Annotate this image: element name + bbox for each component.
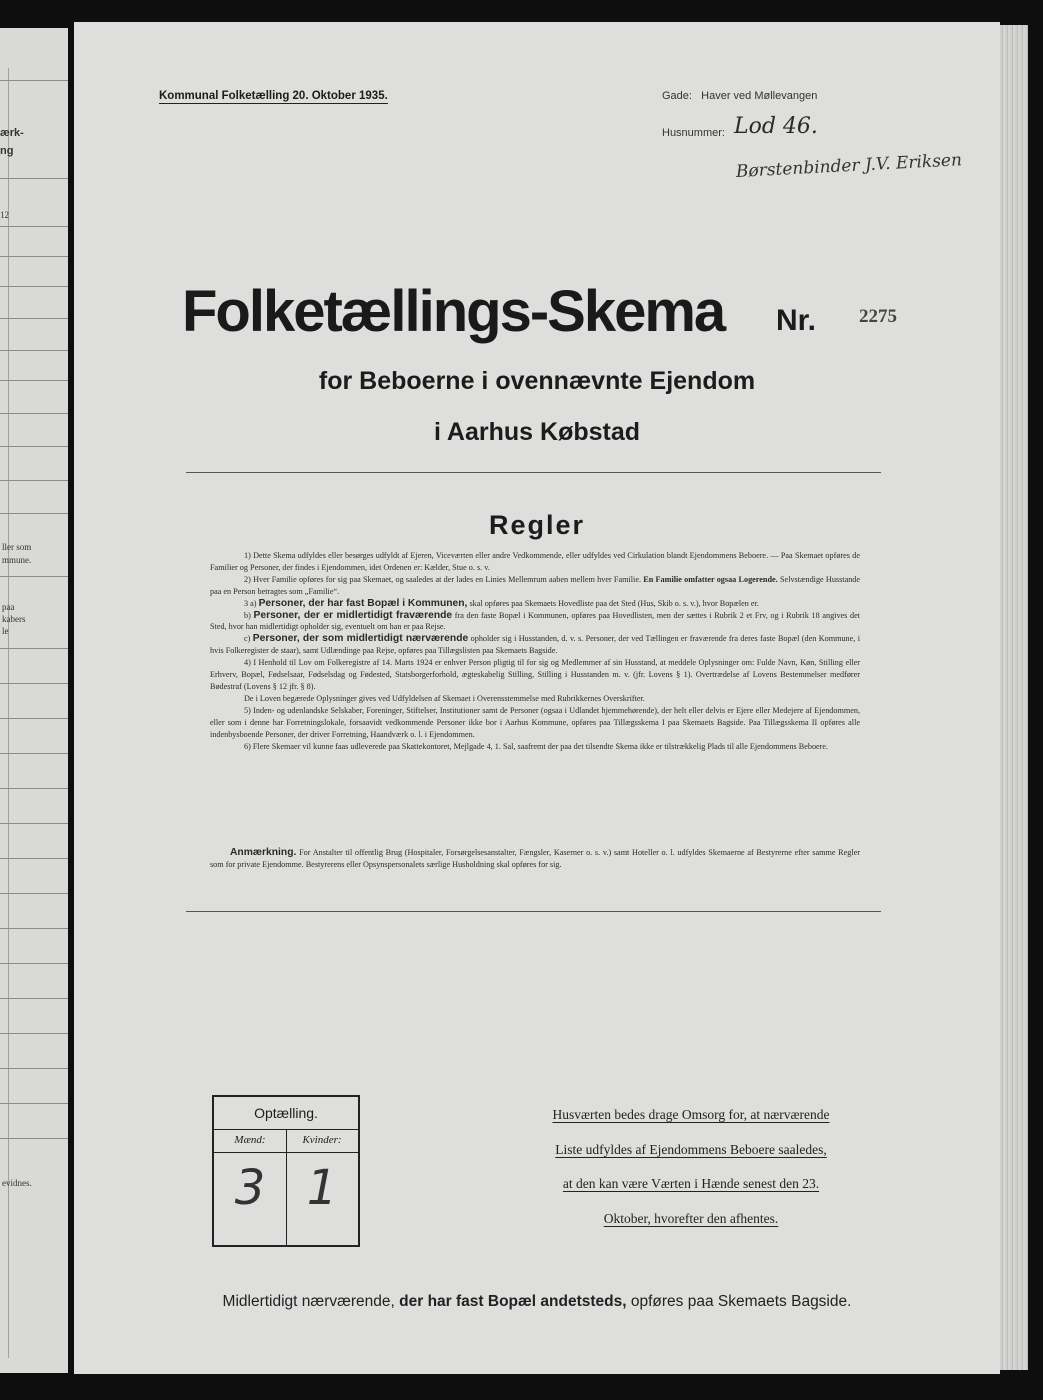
- street-label: Gade:: [662, 90, 692, 102]
- divider: [0, 753, 68, 754]
- women-label: Kvinder:: [302, 1134, 342, 1146]
- divider: [0, 963, 68, 964]
- left-fragment-text: 12: [0, 210, 9, 220]
- remark-body: For Anstalter til offentlig Brug (Hospitaler, Forsørgelsesanstalter, Fængsler, Kaserner o. s. v.) samt Hoteller o. l. udfyldes Skemaerne af Bestyrerne efter samme Regler som for private Ejendomme. Bestyrerens eller Opsynspersonalets særlige Husholdning skal opføres for sig.: [210, 848, 861, 869]
- divider: [0, 1033, 68, 1034]
- rule-3b: b) Personer, der er midlertidigt fraværende fra den faste Bopæl i Kommunen, opføres paa Hovedlisten, men der sættes i Rubrik 2 et Frv, og i Rubrik 18 angives det Sted, hvor han midlertidigt opholder sig, eventuelt om han er paa Rejse.: [210, 609, 860, 632]
- divider: [0, 318, 68, 319]
- divider: [186, 472, 881, 473]
- rules-heading: Regler: [488, 510, 586, 540]
- left-fragment-text: ller som: [2, 542, 32, 552]
- count-box-title: Optælling.: [214, 1097, 358, 1130]
- women-column: [286, 1130, 358, 1245]
- divider: [286, 1152, 358, 1153]
- divider: [0, 286, 68, 287]
- divider: [0, 683, 68, 684]
- count-box: [212, 1095, 360, 1247]
- form-title: Folketællings-Skema: [182, 279, 725, 344]
- divider: [0, 893, 68, 894]
- divider: [0, 648, 68, 649]
- left-fragment-text: ng: [0, 145, 14, 157]
- rule-3c: c) Personer, der som midlertidigt nærværende opholder sig i Husstanden, d. v. s. Personer, der ved Tællingen er fraværende fra deres faste Bopæl (den Kommune, i hvis Folkeregister de staar), samt Udlændinge paa Rejse, opføres paa Tillægslisten paa Skemaets Bagside.: [210, 633, 860, 656]
- house-number-label: Husnummer:: [662, 127, 725, 139]
- divider: [0, 480, 68, 481]
- divider: [0, 226, 68, 227]
- divider: [0, 1138, 68, 1139]
- notice-line: Liste udfyldes af Ejendommens Beboere saaledes,: [555, 1141, 827, 1157]
- divider: [0, 413, 68, 414]
- left-fragment-text: evidnes.: [2, 1178, 32, 1188]
- divider: [214, 1152, 286, 1153]
- census-form-page: [74, 22, 1000, 1374]
- divider: [0, 178, 68, 179]
- notice-line: at den kan være Værten i Hænde senest den 23.: [562, 1176, 820, 1191]
- divider: [0, 513, 68, 514]
- divider: [186, 911, 881, 912]
- divider: [0, 718, 68, 719]
- remark-label: Anmærkning.: [230, 847, 297, 858]
- form-number: 2275: [859, 306, 897, 327]
- divider: [0, 1068, 68, 1069]
- men-count: 3: [234, 1160, 266, 1216]
- rule-4: 4) I Henhold til Lov om Folkeregistre af 14. Marts 1924 er enhver Person pligtig til for sig og Medlemmer af sin Husstand, at meddele Oplysninger om: Fulde Navn, Køn, Stilling eller Erhverv, Bopæl, Fødselsaar, Fødselsdag og Fødested, Statsborgerforhold, ægteskabelig Stilling, Stilling i Husstanden m. v. (jfr. Lovens § 1). Overtrædelse af Lovens Bestemmelser medfører Bødestraf (Lovens § 12 jfr. § 8).: [210, 658, 860, 691]
- house-number-handwritten: Lod 46.: [734, 114, 818, 139]
- divider: [0, 446, 68, 447]
- left-fragment-text: le: [2, 626, 9, 636]
- divider: [0, 380, 68, 381]
- divider: [0, 788, 68, 789]
- landlord-notice: [521, 1098, 861, 1236]
- divider: [0, 858, 68, 859]
- rule-6: 6) Flere Skemaer vil kunne faas udleverede paa Skattekontoret, Mejlgade 4, 1. Sal, saafremt der paa det tilsendte Skema ikke er tilstrækkelig Plads til alle Ejendommens Beboere.: [244, 741, 829, 751]
- divider: [0, 576, 68, 577]
- divider: [0, 1103, 68, 1104]
- left-fragment-text: ærk-: [0, 127, 24, 139]
- notice-line: Oktober, hvorefter den afhentes.: [603, 1210, 779, 1226]
- divider: [0, 998, 68, 999]
- men-column: [214, 1130, 287, 1245]
- divider: [0, 823, 68, 824]
- left-fragment-text: kabers: [2, 614, 26, 624]
- left-page-border: [8, 68, 9, 1358]
- divider: [0, 80, 68, 81]
- divider: [0, 350, 68, 351]
- handwritten-note: Børstenbinder J.V. Eriksen: [735, 150, 963, 182]
- divider: [0, 928, 68, 929]
- rule-1: 1) Dette Skema udfyldes eller besørges udfyldt af Ejeren, Viceværten eller andre Vedkommende, eller udfyldes ved Cirkulation blandt Ejendommens Beboere. — Paa Skemaet opføres de Familier og Personer, der findes i Ejendommen, idet Ordenen er: Kælder, Stue o. s. v.: [210, 551, 860, 572]
- page-stack-edge: [1000, 25, 1028, 1370]
- street-field: [662, 90, 817, 102]
- rule-5: 5) Inden- og udenlandske Selskaber, Foreninger, Stiftelser, Institutioner samt de Personer (ogsaa i Udlandet hjemmehørende), der helt eller delvis er Ejere eller Medejere af Ejendommen, eller som i denne har Forretningslokale, forsaavidt vedkommende Personer ikke bor i Aarhus Kommune, opføres paa Tillægsskema I paa Skemaets Bagside. Paa Tillægsskema II opføres alle indenbysboende Personer, der driver Forretning, Haandværk o. l. i Ejendommen.: [210, 705, 860, 739]
- form-number-label: Nr.: [776, 304, 817, 337]
- divider: [0, 256, 68, 257]
- rule-2: 2) Hver Familie opføres for sig paa Skemaet, og saaledes at der lades en Linies Mellemrum aaben mellem hver Familie. En Familie omfatter ogsaa Logerende. Selvstændige Husstande paa en Person betragtes som „Familie“.: [210, 574, 861, 596]
- footer-note: Midlertidigt nærværende, der har fast Bopæl andetsteds, opføres paa Skemaets Bagside.: [222, 1293, 852, 1310]
- remark-text: [210, 847, 860, 871]
- census-header-title: Kommunal Folketælling 20. Oktober 1935.: [159, 90, 388, 102]
- form-subtitle-2: i Aarhus Købstad: [433, 418, 641, 446]
- left-fragment-text: mmune.: [2, 555, 32, 565]
- street-value: Haver ved Møllevangen: [701, 90, 818, 102]
- notice-line: Husværten bedes drage Omsorg for, at nærværende: [552, 1107, 830, 1122]
- rule-3a: 3 a) Personer, der har fast Bopæl i Kommunen, skal opføres paa Skemaets Hovedliste paa det Sted (Hus, Skib o. s. v.), hvor Bopælen er.: [244, 597, 759, 609]
- left-fragment-text: paa: [2, 602, 15, 612]
- men-label: Mænd:: [234, 1134, 266, 1146]
- left-page-fragment: [0, 28, 68, 1373]
- rule-4-note: De i Loven begærede Oplysninger gives ved Udfyldelsen af Skemaet i Overensstemmelse med Rubrikkernes Overskrifter.: [244, 693, 645, 703]
- form-subtitle-1: for Beboerne i ovennævnte Ejendom: [318, 367, 756, 395]
- women-count: 1: [306, 1160, 338, 1216]
- rules-text: [210, 550, 860, 752]
